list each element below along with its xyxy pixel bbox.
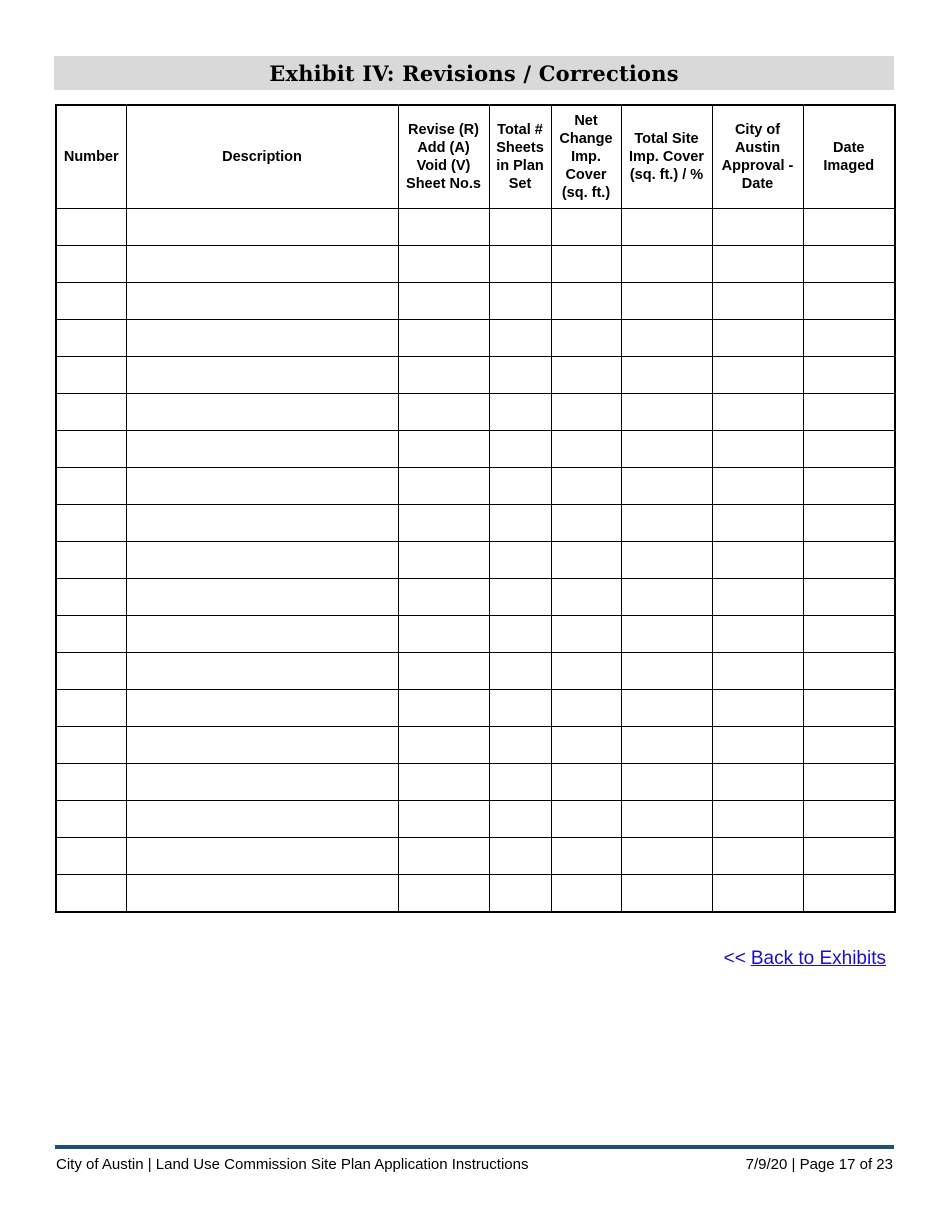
table-cell xyxy=(551,579,621,616)
table-row xyxy=(56,801,895,838)
table-cell xyxy=(712,653,803,690)
table-cell xyxy=(126,394,398,431)
table-cell xyxy=(621,616,712,653)
table-cell xyxy=(803,505,895,542)
table-cell xyxy=(489,801,551,838)
back-arrows: << xyxy=(723,948,746,969)
table-cell xyxy=(712,875,803,913)
table-row xyxy=(56,764,895,801)
table-cell xyxy=(398,653,489,690)
table-cell xyxy=(621,764,712,801)
table-cell xyxy=(551,875,621,913)
table-cell xyxy=(803,542,895,579)
table-row xyxy=(56,579,895,616)
table-cell xyxy=(621,727,712,764)
table-row xyxy=(56,320,895,357)
table-cell xyxy=(126,283,398,320)
table-cell xyxy=(621,357,712,394)
table-cell xyxy=(489,727,551,764)
table-cell xyxy=(56,690,126,727)
table-cell xyxy=(551,468,621,505)
table-cell xyxy=(126,542,398,579)
column-header-description: Description xyxy=(126,105,398,209)
back-to-exhibits-link[interactable]: Back to Exhibits xyxy=(750,948,886,969)
table-cell xyxy=(126,838,398,875)
table-cell xyxy=(551,283,621,320)
table-cell xyxy=(712,283,803,320)
table-cell xyxy=(398,690,489,727)
table-cell xyxy=(712,690,803,727)
table-cell xyxy=(621,209,712,246)
table-row xyxy=(56,246,895,283)
table-cell xyxy=(621,320,712,357)
table-cell xyxy=(551,838,621,875)
table-cell xyxy=(489,283,551,320)
table-cell xyxy=(712,542,803,579)
table-cell xyxy=(712,209,803,246)
table-cell xyxy=(56,431,126,468)
table-cell xyxy=(489,875,551,913)
table-cell xyxy=(621,653,712,690)
table-cell xyxy=(126,690,398,727)
table-cell xyxy=(398,394,489,431)
table-cell xyxy=(621,246,712,283)
page-title: Exhibit IV: Revisions / Corrections xyxy=(269,60,679,86)
table-cell xyxy=(551,653,621,690)
table-row xyxy=(56,653,895,690)
table-cell xyxy=(551,505,621,542)
table-cell xyxy=(712,838,803,875)
table-cell xyxy=(803,431,895,468)
table-cell xyxy=(489,838,551,875)
table-cell xyxy=(803,579,895,616)
table-cell xyxy=(712,246,803,283)
table-cell xyxy=(712,727,803,764)
table-cell xyxy=(489,357,551,394)
table-cell xyxy=(621,579,712,616)
table-cell xyxy=(126,468,398,505)
table-cell xyxy=(712,616,803,653)
table-cell xyxy=(56,283,126,320)
table-row xyxy=(56,209,895,246)
table-cell xyxy=(56,394,126,431)
table-cell xyxy=(56,468,126,505)
table-cell xyxy=(712,801,803,838)
table-row xyxy=(56,357,895,394)
table-row xyxy=(56,690,895,727)
table-cell xyxy=(489,468,551,505)
table-cell xyxy=(803,653,895,690)
table-cell xyxy=(551,764,621,801)
table-cell xyxy=(56,579,126,616)
table-cell xyxy=(489,764,551,801)
table-row xyxy=(56,542,895,579)
table-cell xyxy=(489,394,551,431)
table-cell xyxy=(56,764,126,801)
table-cell xyxy=(551,616,621,653)
table-cell xyxy=(803,727,895,764)
table-cell xyxy=(398,838,489,875)
column-header-approval-date: City of Austin Approval - Date xyxy=(712,105,803,209)
table-cell xyxy=(712,357,803,394)
table-cell xyxy=(621,394,712,431)
table-cell xyxy=(803,246,895,283)
table-cell xyxy=(551,542,621,579)
table-cell xyxy=(398,801,489,838)
table-row xyxy=(56,394,895,431)
table-cell xyxy=(712,394,803,431)
table-cell xyxy=(56,209,126,246)
table-cell xyxy=(56,801,126,838)
table-cell xyxy=(398,283,489,320)
table-row xyxy=(56,283,895,320)
table-cell xyxy=(56,875,126,913)
column-header-sheet-numbers: Revise (R) Add (A) Void (V) Sheet No.s xyxy=(398,105,489,209)
table-cell xyxy=(398,727,489,764)
table-cell xyxy=(56,505,126,542)
table-cell xyxy=(551,727,621,764)
table-cell xyxy=(803,690,895,727)
table-row xyxy=(56,875,895,913)
revisions-table xyxy=(55,104,896,913)
table-cell xyxy=(551,320,621,357)
table-cell xyxy=(803,875,895,913)
table-cell xyxy=(126,579,398,616)
table-cell xyxy=(489,542,551,579)
table-cell xyxy=(712,431,803,468)
table-cell xyxy=(551,801,621,838)
table-cell xyxy=(56,616,126,653)
table-cell xyxy=(56,653,126,690)
table-cell xyxy=(712,505,803,542)
table-cell xyxy=(398,431,489,468)
table-cell xyxy=(551,394,621,431)
table-cell xyxy=(803,394,895,431)
table-cell xyxy=(398,616,489,653)
table-cell xyxy=(398,579,489,616)
table-cell xyxy=(398,209,489,246)
table-cell xyxy=(551,246,621,283)
table-cell xyxy=(489,653,551,690)
table-cell xyxy=(551,209,621,246)
table-cell xyxy=(803,209,895,246)
table-cell xyxy=(126,801,398,838)
table-cell xyxy=(398,764,489,801)
table-row xyxy=(56,616,895,653)
table-cell xyxy=(398,468,489,505)
table-cell xyxy=(126,653,398,690)
table-row xyxy=(56,468,895,505)
table-cell xyxy=(551,431,621,468)
table-cell xyxy=(621,838,712,875)
table-cell xyxy=(126,209,398,246)
table-cell xyxy=(489,209,551,246)
table-cell xyxy=(56,727,126,764)
column-header-number: Number xyxy=(56,105,126,209)
table-cell xyxy=(621,431,712,468)
table-cell xyxy=(621,875,712,913)
table-cell xyxy=(56,542,126,579)
table-cell xyxy=(489,246,551,283)
table-cell xyxy=(398,320,489,357)
table-cell xyxy=(398,246,489,283)
table-cell xyxy=(551,357,621,394)
table-cell xyxy=(489,579,551,616)
table-cell xyxy=(489,690,551,727)
table-cell xyxy=(621,542,712,579)
footer-rule xyxy=(55,1145,894,1149)
table-cell xyxy=(803,283,895,320)
table-cell xyxy=(712,320,803,357)
table-cell xyxy=(489,431,551,468)
table-cell xyxy=(126,357,398,394)
table-cell xyxy=(56,357,126,394)
column-header-total-sheets: Total # Sheets in Plan Set xyxy=(489,105,551,209)
column-header-date-imaged: Date Imaged xyxy=(803,105,895,209)
table-cell xyxy=(398,875,489,913)
column-header-total-site-cover: Total Site Imp. Cover (sq. ft.) / % xyxy=(621,105,712,209)
table-cell xyxy=(803,838,895,875)
title-bar xyxy=(54,56,894,90)
table-cell xyxy=(803,616,895,653)
table-cell xyxy=(126,727,398,764)
footer-document-title: City of Austin | Land Use Commission Site Plan Application Instructions xyxy=(56,1156,529,1173)
table-cell xyxy=(803,468,895,505)
table-cell xyxy=(803,357,895,394)
column-header-net-change: Net Change Imp. Cover (sq. ft.) xyxy=(551,105,621,209)
footer-page-info: 7/9/20 | Page 17 of 23 xyxy=(745,1156,893,1173)
table-cell xyxy=(126,875,398,913)
table-cell xyxy=(398,505,489,542)
table-cell xyxy=(712,579,803,616)
table-row xyxy=(56,431,895,468)
table-cell xyxy=(126,616,398,653)
table-cell xyxy=(803,320,895,357)
table-cell xyxy=(398,357,489,394)
table-cell xyxy=(126,246,398,283)
table-cell xyxy=(712,468,803,505)
table-cell xyxy=(56,320,126,357)
table-cell xyxy=(712,764,803,801)
table-cell xyxy=(126,431,398,468)
table-cell xyxy=(621,468,712,505)
table-cell xyxy=(551,690,621,727)
table-row xyxy=(56,727,895,764)
table-cell xyxy=(489,616,551,653)
table-row xyxy=(56,838,895,875)
table-row xyxy=(56,505,895,542)
table-cell xyxy=(56,246,126,283)
table-cell xyxy=(803,801,895,838)
table-cell xyxy=(126,764,398,801)
table-cell xyxy=(621,690,712,727)
table-cell xyxy=(489,505,551,542)
table-header-row xyxy=(56,105,895,209)
table-cell xyxy=(621,283,712,320)
table-cell xyxy=(803,764,895,801)
table-cell xyxy=(56,838,126,875)
table-cell xyxy=(398,542,489,579)
table-cell xyxy=(489,320,551,357)
table-body xyxy=(56,209,895,913)
table-cell xyxy=(126,505,398,542)
back-link-container xyxy=(724,948,886,970)
table-cell xyxy=(621,801,712,838)
table-cell xyxy=(126,320,398,357)
table-cell xyxy=(621,505,712,542)
